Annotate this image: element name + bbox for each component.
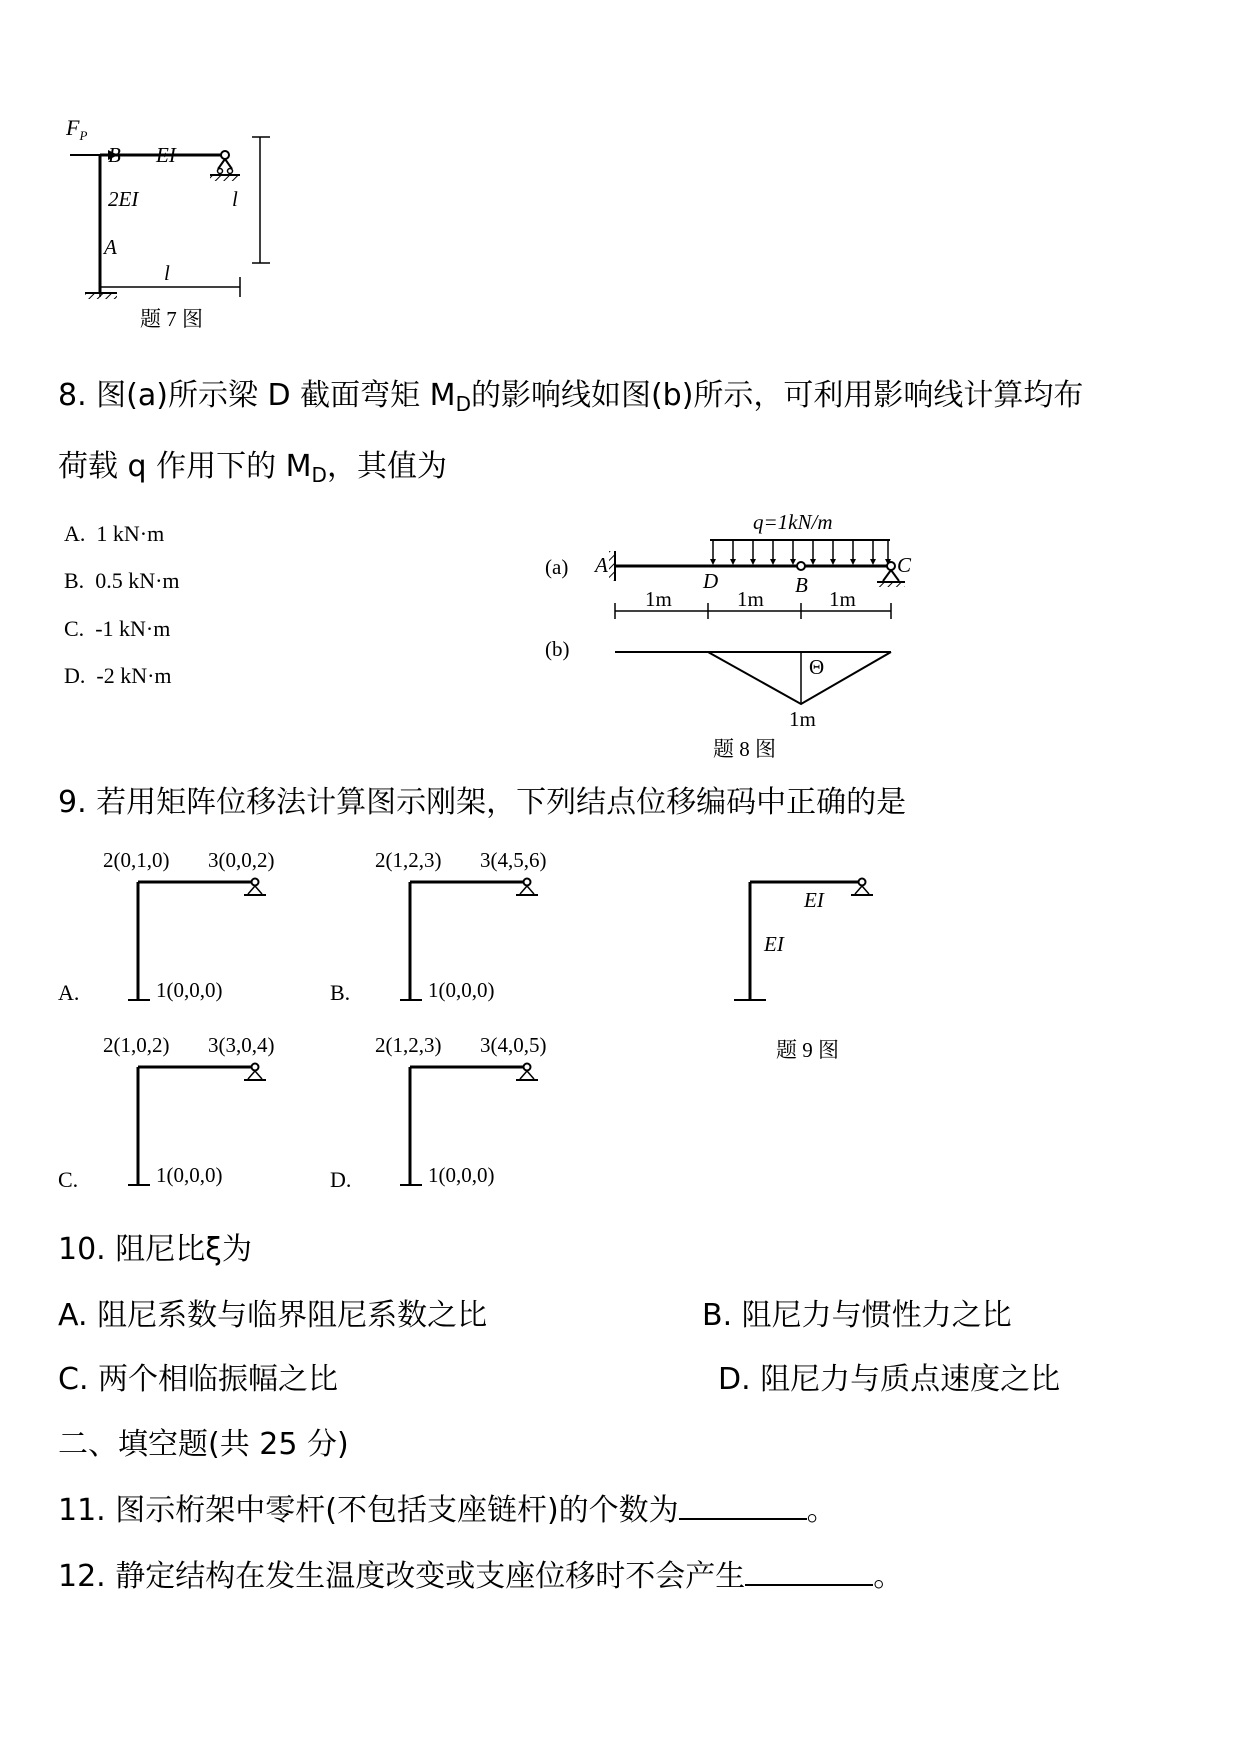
node-1-code: 1(0,0,0)	[156, 978, 223, 1002]
node-2-code: 2(1,0,2)	[103, 1033, 170, 1057]
q10-option-a[interactable]: A. 阻尼系数与临界阻尼系数之比	[58, 1298, 488, 1333]
node-D-label: D	[703, 569, 719, 593]
sub-figure-a-label: (a)	[545, 555, 569, 579]
q8-option-c[interactable]: C. -1 kN·m	[64, 616, 171, 641]
node-2-code: 2(1,2,3)	[375, 1033, 442, 1057]
figure-9-caption: 题 9 图	[776, 1038, 839, 1062]
q8-option-d[interactable]: D. -2 kN·m	[64, 663, 172, 688]
question-10: 10. 阻尼比ξ为	[58, 1232, 252, 1267]
beam-stiffness-label: EI	[156, 143, 176, 167]
column-stiffness-label: 2EI	[108, 187, 139, 211]
node-3-code: 3(3,0,4)	[208, 1033, 275, 1057]
height-dimension-label: l	[232, 187, 238, 211]
q9-option-b[interactable]	[330, 840, 590, 1020]
node-3-code: 3(0,0,2)	[208, 848, 275, 872]
load-label: q=1kN/m	[753, 510, 833, 534]
sign-label: Θ	[809, 655, 825, 679]
dimension-2: 1m	[737, 587, 764, 611]
question-8-text-3: 荷载 q 作用下的 M	[58, 449, 312, 484]
q10-option-c[interactable]: C. 两个相临振幅之比	[58, 1362, 339, 1397]
question-8-line-2	[58, 449, 447, 487]
q9-option-c[interactable]	[58, 1025, 318, 1205]
option-label: C.	[58, 1167, 79, 1192]
figure-7-caption: 题 7 图	[140, 307, 203, 331]
q9-option-a[interactable]	[58, 840, 318, 1020]
section-title: 二、填空题(共 25 分)	[58, 1427, 349, 1462]
option-label: D.	[330, 1167, 352, 1192]
question-12: 12. 静定结构在发生温度改变或支座位移时不会产生 。	[58, 1559, 904, 1594]
dimension-3: 1m	[829, 587, 856, 611]
node-1-code: 1(0,0,0)	[428, 1163, 495, 1187]
figure-9-frame	[720, 860, 920, 1020]
node-B-label: B	[108, 143, 121, 167]
width-dimension-label: l	[164, 261, 170, 285]
figure-8-drawing	[545, 505, 925, 765]
q9-option-d[interactable]	[330, 1025, 590, 1205]
q8-option-b[interactable]: B. 0.5 kN·m	[64, 568, 180, 593]
node-1-code: 1(0,0,0)	[156, 1163, 223, 1187]
sub-figure-b-label: (b)	[545, 637, 570, 661]
q8-option-a[interactable]: A. 1 kN·m	[64, 521, 165, 546]
node-2-code: 2(1,2,3)	[375, 848, 442, 872]
node-1-code: 1(0,0,0)	[428, 978, 495, 1002]
node-3-code: 3(4,5,6)	[480, 848, 547, 872]
node-C-label: C	[897, 553, 912, 577]
answer-blank[interactable]	[679, 1492, 807, 1520]
node-A-label: A	[104, 235, 117, 259]
ordinate-label: 1m	[789, 707, 816, 731]
node-B-label: B	[795, 573, 808, 597]
force-label: $F_P$	[66, 115, 88, 143]
question-8-line-1	[58, 378, 1083, 416]
node-3-code: 3(4,0,5)	[480, 1033, 547, 1057]
node-A-label: A	[595, 553, 608, 577]
option-label: A.	[58, 980, 80, 1005]
question-9: 9. 若用矩阵位移法计算图示刚架，下列结点位移编码中正确的是	[58, 785, 907, 820]
q10-option-b[interactable]: B. 阻尼力与惯性力之比	[702, 1298, 1012, 1333]
question-11: 11. 图示桁架中零杆(不包括支座链杆)的个数为 。	[58, 1493, 837, 1528]
answer-blank[interactable]	[745, 1558, 873, 1586]
subscript-D: D	[455, 392, 471, 416]
beam-stiffness-label: EI	[804, 888, 824, 912]
node-2-code: 2(0,1,0)	[103, 848, 170, 872]
dimension-1: 1m	[645, 587, 672, 611]
question-8-number: 8.	[58, 378, 87, 413]
figure-8	[545, 505, 925, 765]
option-label: B.	[330, 980, 351, 1005]
figure-9	[720, 860, 920, 1060]
figure-7	[60, 115, 320, 365]
question-8-text-2: 的影响线如图(b)所示，可利用影响线计算均布	[470, 378, 1084, 413]
column-stiffness-label: EI	[764, 932, 784, 956]
subscript-D: D	[311, 463, 327, 487]
figure-8-caption: 题 8 图	[713, 737, 776, 761]
question-8-text-1: 图(a)所示梁 D 截面弯矩 M	[96, 378, 456, 413]
q10-option-d[interactable]: D. 阻尼力与质点速度之比	[718, 1362, 1061, 1397]
question-8-text-4: ，其值为	[326, 449, 447, 484]
